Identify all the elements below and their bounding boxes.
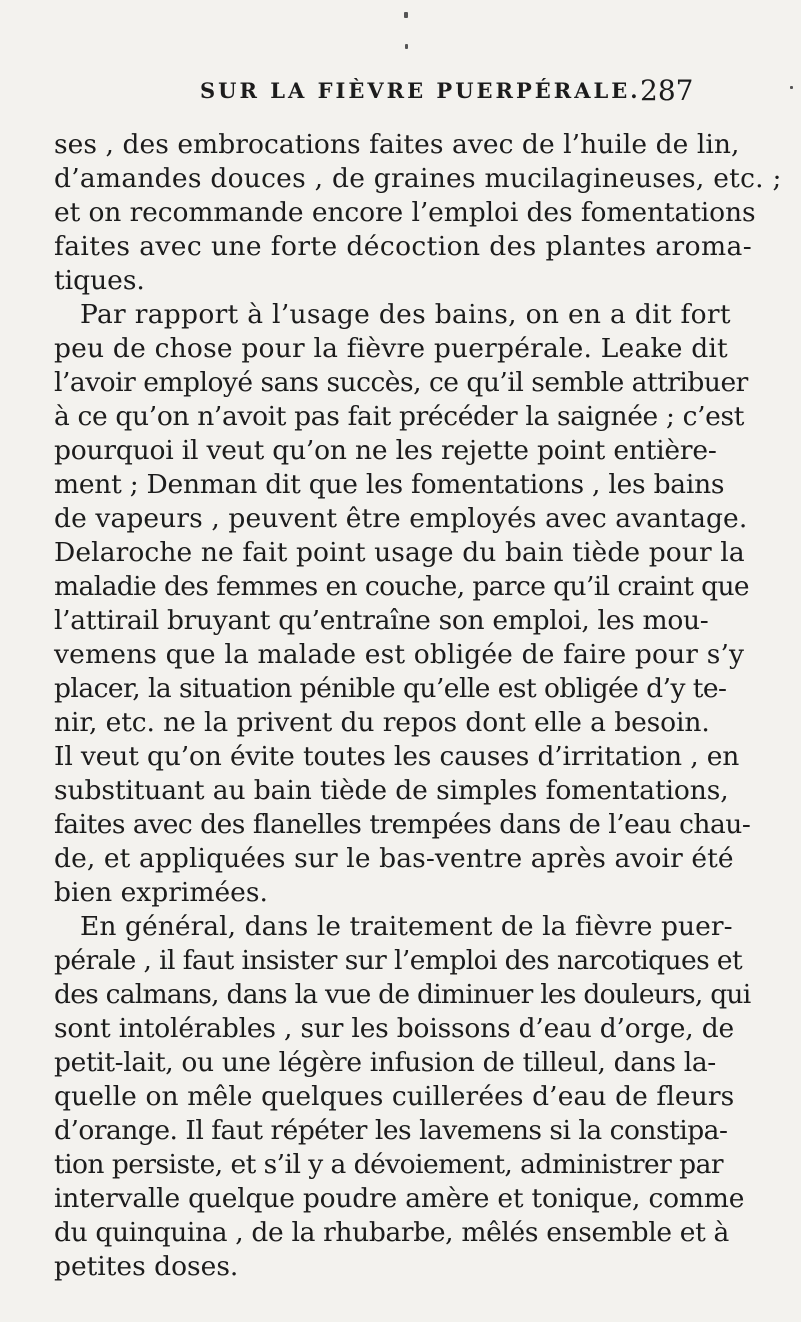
page-number: 287 xyxy=(640,74,694,107)
text-line: Il veut qu’on évite toutes les causes d’irritation , en xyxy=(54,741,740,772)
ink-speck xyxy=(790,86,793,89)
text-line: l’avoir employé sans succès, ce qu’il semble attribuer xyxy=(54,367,748,398)
text-line: de, et appliquées sur le bas-ventre après avoir été xyxy=(54,843,734,874)
text-line: petites doses. xyxy=(54,1251,239,1282)
text-line: des calmans, dans la vue de diminuer les douleurs, qui xyxy=(54,979,751,1010)
text-line: tion persiste, et s’il y a dévoiement, administrer par xyxy=(54,1149,723,1180)
text-line: du quinquina , de la rhubarbe, mêlés ensemble et à xyxy=(54,1217,729,1248)
text-line: peu de chose pour la fièvre puerpérale. Leake dit xyxy=(54,333,728,364)
text-line: bien exprimées. xyxy=(54,877,268,908)
text-line: d’amandes douces , de graines mucilagineuses, etc. ; xyxy=(54,163,782,194)
text-line: maladie des femmes en couche, parce qu’il craint que xyxy=(54,571,749,602)
text-line: l’attirail bruyant qu’entraîne son emploi, les mou- xyxy=(54,605,709,636)
ink-speck xyxy=(404,12,408,18)
text-line: Par rapport à l’usage des bains, on en a dit fort xyxy=(80,299,731,330)
text-line: ses , des embrocations faites avec de l’huile de lin, xyxy=(54,129,740,160)
text-line: En général, dans le traitement de la fièvre puer- xyxy=(80,911,733,942)
text-line: ment ; Denman dit que les fomentations , les bains xyxy=(54,469,725,500)
text-line: placer, la situation pénible qu’elle est obligée d’y te- xyxy=(54,673,727,704)
text-line: et on recommande encore l’emploi des fomentations xyxy=(54,197,756,228)
running-title: SUR LA FIÈVRE PUERPÉRALE. xyxy=(200,78,641,103)
text-line: petit-lait, ou une légère infusion de tilleul, dans la- xyxy=(54,1047,716,1078)
text-line: tiques. xyxy=(54,265,145,296)
ink-speck xyxy=(405,44,408,49)
text-line: à ce qu’on n’avoit pas fait précéder la saignée ; c’est xyxy=(54,401,745,432)
text-line: vemens que la malade est obligée de faire pour s’y xyxy=(54,639,745,670)
text-line: nir, etc. ne la privent du repos dont elle a besoin. xyxy=(54,707,710,738)
text-line: substituant au bain tiède de simples fomentations, xyxy=(54,775,729,806)
text-line: pourquoi il veut qu’on ne les rejette point entière- xyxy=(54,435,717,466)
text-line: pérale , il faut insister sur l’emploi des narcotiques et xyxy=(54,945,743,976)
text-line: quelle on mêle quelques cuillerées d’eau de fleurs xyxy=(54,1081,735,1112)
text-line: faites avec une forte décoction des plantes aroma- xyxy=(54,231,753,262)
text-line: faites avec des flanelles trempées dans de l’eau chau- xyxy=(54,809,751,840)
text-line: de vapeurs , peuvent être employés avec avantage. xyxy=(54,503,748,534)
text-line: Delaroche ne fait point usage du bain tiède pour la xyxy=(54,537,745,568)
text-line: intervalle quelque poudre amère et tonique, comme xyxy=(54,1183,745,1214)
text-line: d’orange. Il faut répéter les lavemens si la constipa- xyxy=(54,1115,728,1146)
text-line: sont intolérables , sur les boissons d’eau d’orge, de xyxy=(54,1013,734,1044)
